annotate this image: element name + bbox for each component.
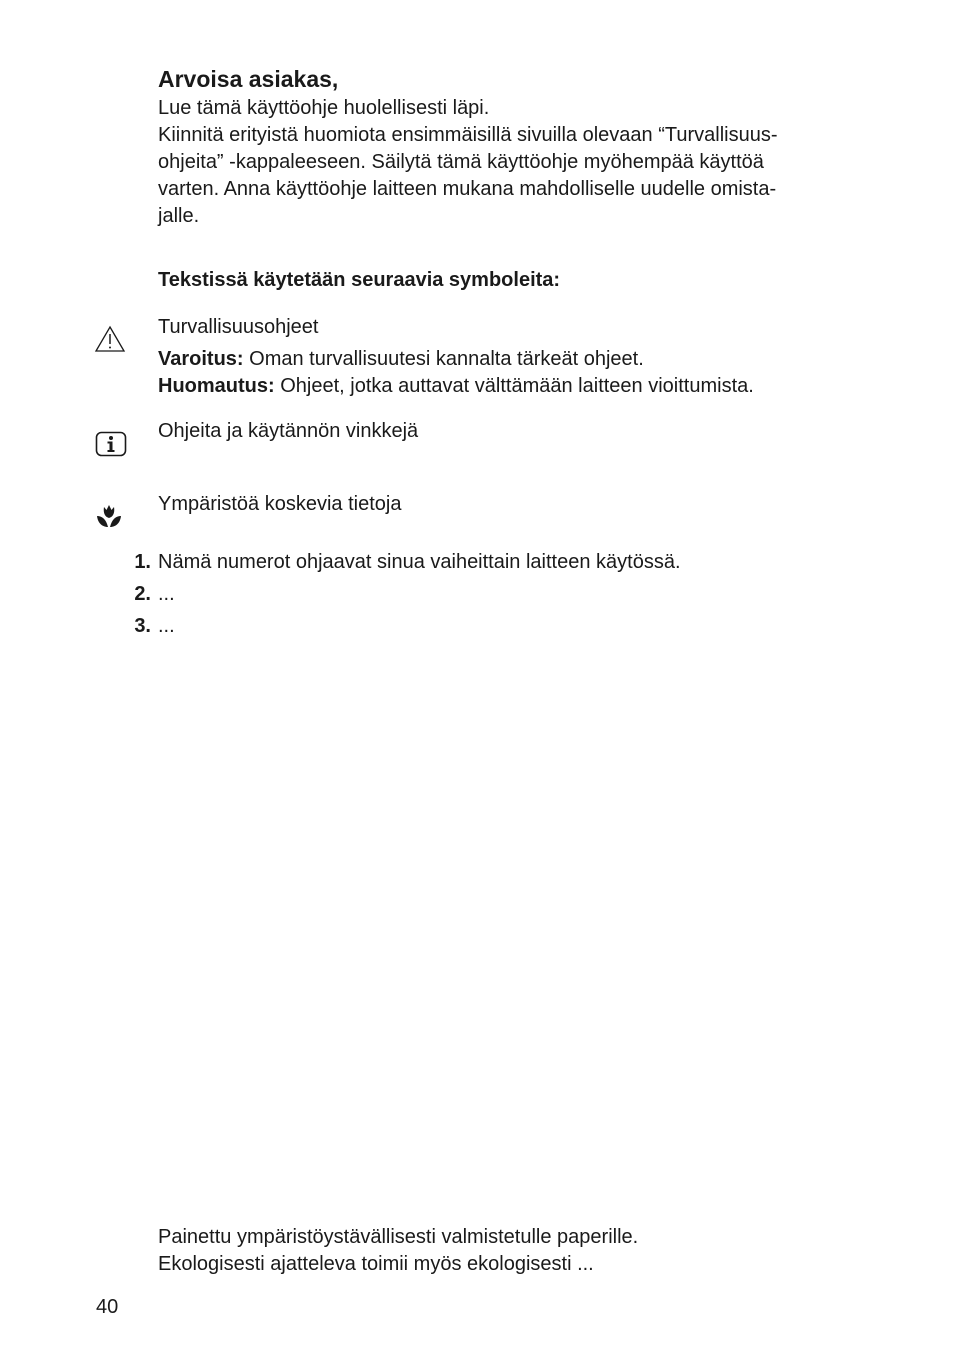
safety-instructions-label: Turvallisuusohjeet bbox=[158, 316, 319, 338]
warning-triangle-icon bbox=[94, 325, 126, 353]
symbols-heading: Tekstissä käytetään seuraavia symboleita: bbox=[158, 269, 561, 291]
note-label: Huomautus: bbox=[158, 375, 275, 397]
note-line bbox=[158, 373, 754, 400]
step-number: 1. bbox=[134, 551, 151, 573]
page-number: 40 bbox=[96, 1296, 119, 1318]
intro-line: Kiinnitä erityistä huomiota ensimmäisillä sivuilla olevaan “Turvallisuus- bbox=[158, 124, 778, 146]
intro-line: ohjeita” -kappaleeseen. Säilytä tämä käyttöohje myöhempää käyttöä bbox=[158, 151, 764, 173]
info-icon bbox=[95, 431, 127, 457]
intro-line: varten. Anna käyttöohje laitteen mukana mahdolliselle uudelle omista- bbox=[158, 178, 777, 200]
footer-line: Ekologisesti ajatteleva toimii myös ekologisesti ... bbox=[158, 1253, 594, 1275]
info-label: Ohjeita ja käytännön vinkkejä bbox=[158, 420, 419, 442]
step-text: Nämä numerot ohjaavat sinua vaiheittain laitteen käytössä. bbox=[158, 551, 681, 573]
step-text: ... bbox=[158, 583, 175, 605]
footer-line: Painettu ympäristöystävällisesti valmistetulle paperille. bbox=[158, 1226, 639, 1248]
warning-label: Varoitus: bbox=[158, 348, 244, 370]
step-text: ... bbox=[158, 615, 175, 637]
intro-line: jalle. bbox=[158, 205, 200, 227]
environment-leaf-icon bbox=[95, 502, 123, 530]
step-number: 2. bbox=[134, 583, 151, 605]
intro-paragraph bbox=[158, 95, 878, 230]
note-text: Ohjeet, jotka auttavat välttämään laitteen vioittumista. bbox=[274, 375, 754, 397]
intro-line: Lue tämä käyttöohje huolellisesti läpi. bbox=[158, 97, 490, 119]
warning-line bbox=[158, 346, 644, 373]
warning-text: Oman turvallisuutesi kannalta tärkeät ohjeet. bbox=[243, 348, 644, 370]
step-number: 3. bbox=[134, 615, 151, 637]
environment-label: Ympäristöä koskevia tietoja bbox=[158, 493, 402, 515]
page-title: Arvoisa asiakas, bbox=[158, 66, 339, 92]
